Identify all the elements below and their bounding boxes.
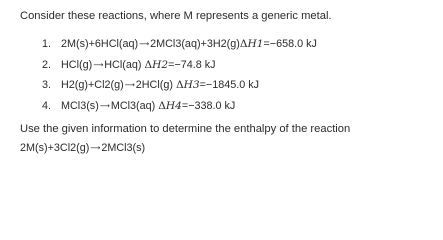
reaction-products: HCl(aq) (104, 58, 142, 71)
instruction-text: Use the given information to determine the enthalpy of the reaction (20, 123, 351, 135)
target-products: 2MCl3(s) (101, 142, 146, 154)
delta-symbol: Δ (239, 38, 248, 50)
reaction-products: 2HCl(g) (135, 79, 173, 92)
reaction-equation (61, 99, 235, 114)
enthalpy-value: =−74.8 kJ (168, 58, 216, 71)
reaction-reactants: H2(g)+Cl2(g) (61, 79, 124, 92)
reaction-arrow-icon: ⟶ (90, 145, 101, 152)
enthalpy-variable: H4 (165, 99, 182, 112)
reaction-equation (61, 78, 259, 93)
reaction-number: 1. (42, 38, 52, 50)
delta-symbol: Δ (175, 79, 184, 92)
reaction-number: 2. (42, 58, 52, 71)
reaction-number: 3. (42, 79, 52, 92)
enthalpy-label (240, 38, 264, 50)
enthalpy-value: =−338.0 kJ (181, 99, 236, 112)
enthalpy-label (144, 59, 168, 71)
reaction-products: 2MCl3(aq)+3H2(g) (150, 38, 240, 50)
enthalpy-variable: H1 (247, 38, 264, 50)
delta-symbol: Δ (158, 99, 166, 112)
enthalpy-label (158, 100, 182, 112)
target-reaction (20, 141, 145, 156)
reaction-reactants: 2M(s)+6HCl(aq) (61, 38, 139, 50)
reaction-number: 4. (42, 99, 52, 112)
reaction-arrow-icon: ⟶ (124, 82, 135, 90)
reaction-equation (61, 58, 216, 73)
intro-text: Consider these reactions, where M represents a generic metal. (20, 10, 332, 22)
reaction-equation (61, 37, 317, 52)
delta-symbol: Δ (144, 58, 153, 71)
reaction-products: MCl3(aq) (110, 99, 156, 112)
enthalpy-variable: H2 (152, 58, 169, 71)
reaction-arrow-icon: ⟶ (139, 41, 150, 48)
target-reactants: 2M(s)+3Cl2(g) (20, 142, 90, 154)
reaction-reactants: HCl(g) (61, 58, 93, 71)
enthalpy-value: =−658.0 kJ (263, 38, 317, 50)
reaction-arrow-icon: ⟶ (93, 61, 104, 69)
reaction-reactants: MCl3(s) (61, 99, 99, 112)
enthalpy-variable: H3 (183, 79, 200, 92)
enthalpy-label (176, 79, 200, 91)
reaction-arrow-icon: ⟶ (99, 102, 110, 110)
enthalpy-value: =−1845.0 kJ (199, 79, 260, 92)
